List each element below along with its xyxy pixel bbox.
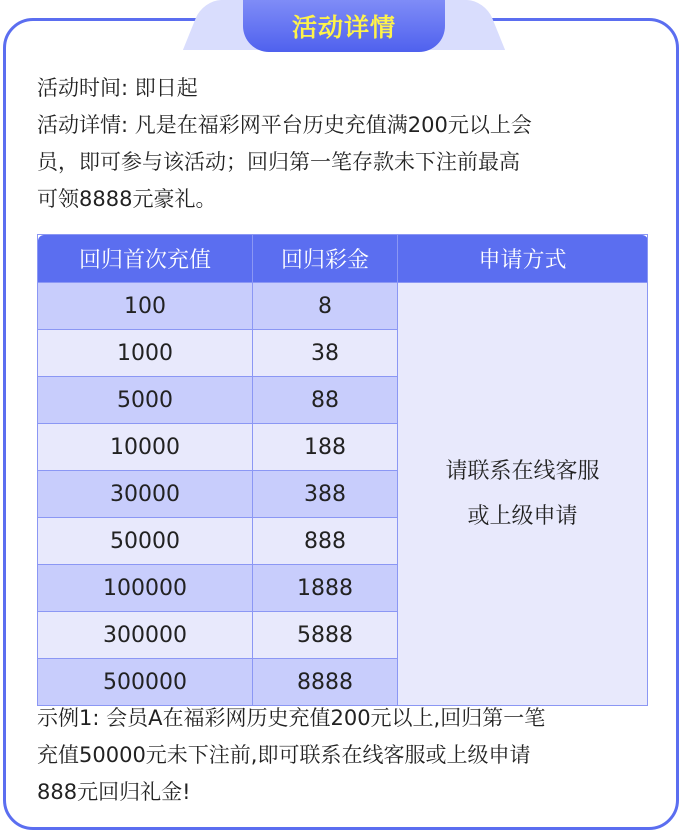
- activity-time: 活动时间: 即日起: [37, 76, 198, 100]
- activity-detail-line-3: 可领8888元豪礼。: [37, 187, 217, 211]
- deposit-cell: 500000: [38, 659, 253, 706]
- deposit-cell: 100000: [38, 565, 253, 612]
- header-deposit: 回归首次充值: [38, 235, 253, 283]
- example-line-3: 888元回归礼金!: [37, 780, 191, 804]
- deposit-cell: 10000: [38, 424, 253, 471]
- deposit-cell: 1000: [38, 330, 253, 377]
- bonus-cell: 8: [253, 283, 398, 330]
- apply-method-cell: [397, 283, 647, 706]
- table-row: [38, 283, 648, 330]
- deposit-cell: 30000: [38, 471, 253, 518]
- bonus-cell: 8888: [253, 659, 398, 706]
- bonus-cell: 38: [253, 330, 398, 377]
- deposit-cell: 5000: [38, 377, 253, 424]
- bonus-cell: 888: [253, 518, 398, 565]
- apply-method-line-2: 或上级申请: [467, 504, 578, 529]
- example-line-2: 充值50000元未下注前,即可联系在线客服或上级申请: [37, 743, 531, 767]
- bonus-cell: 388: [253, 471, 398, 518]
- deposit-cell: 100: [38, 283, 253, 330]
- page-title: 活动详情: [243, 0, 445, 52]
- example-text: [37, 700, 657, 811]
- deposit-cell: 300000: [38, 612, 253, 659]
- bonus-cell: 1888: [253, 565, 398, 612]
- bonus-cell: 188: [253, 424, 398, 471]
- bonus-cell: 5888: [253, 612, 398, 659]
- example-line-1: 示例1: 会员A在福彩网历史充值200元以上,回归第一笔: [37, 706, 546, 730]
- activity-detail-line-2: 员，即可参与该活动；回归第一笔存款未下注前最高: [37, 150, 520, 174]
- activity-detail-line-1: 活动详情: 凡是在福彩网平台历史充值满200元以上会: [37, 113, 532, 137]
- bonus-table: [37, 234, 648, 706]
- apply-method-line-1: 请联系在线客服: [445, 459, 600, 484]
- header-bonus: 回归彩金: [253, 235, 398, 283]
- table-header-row: [38, 235, 648, 283]
- header-method: 申请方式: [397, 235, 647, 283]
- activity-description: [37, 70, 657, 218]
- deposit-cell: 50000: [38, 518, 253, 565]
- bonus-cell: 88: [253, 377, 398, 424]
